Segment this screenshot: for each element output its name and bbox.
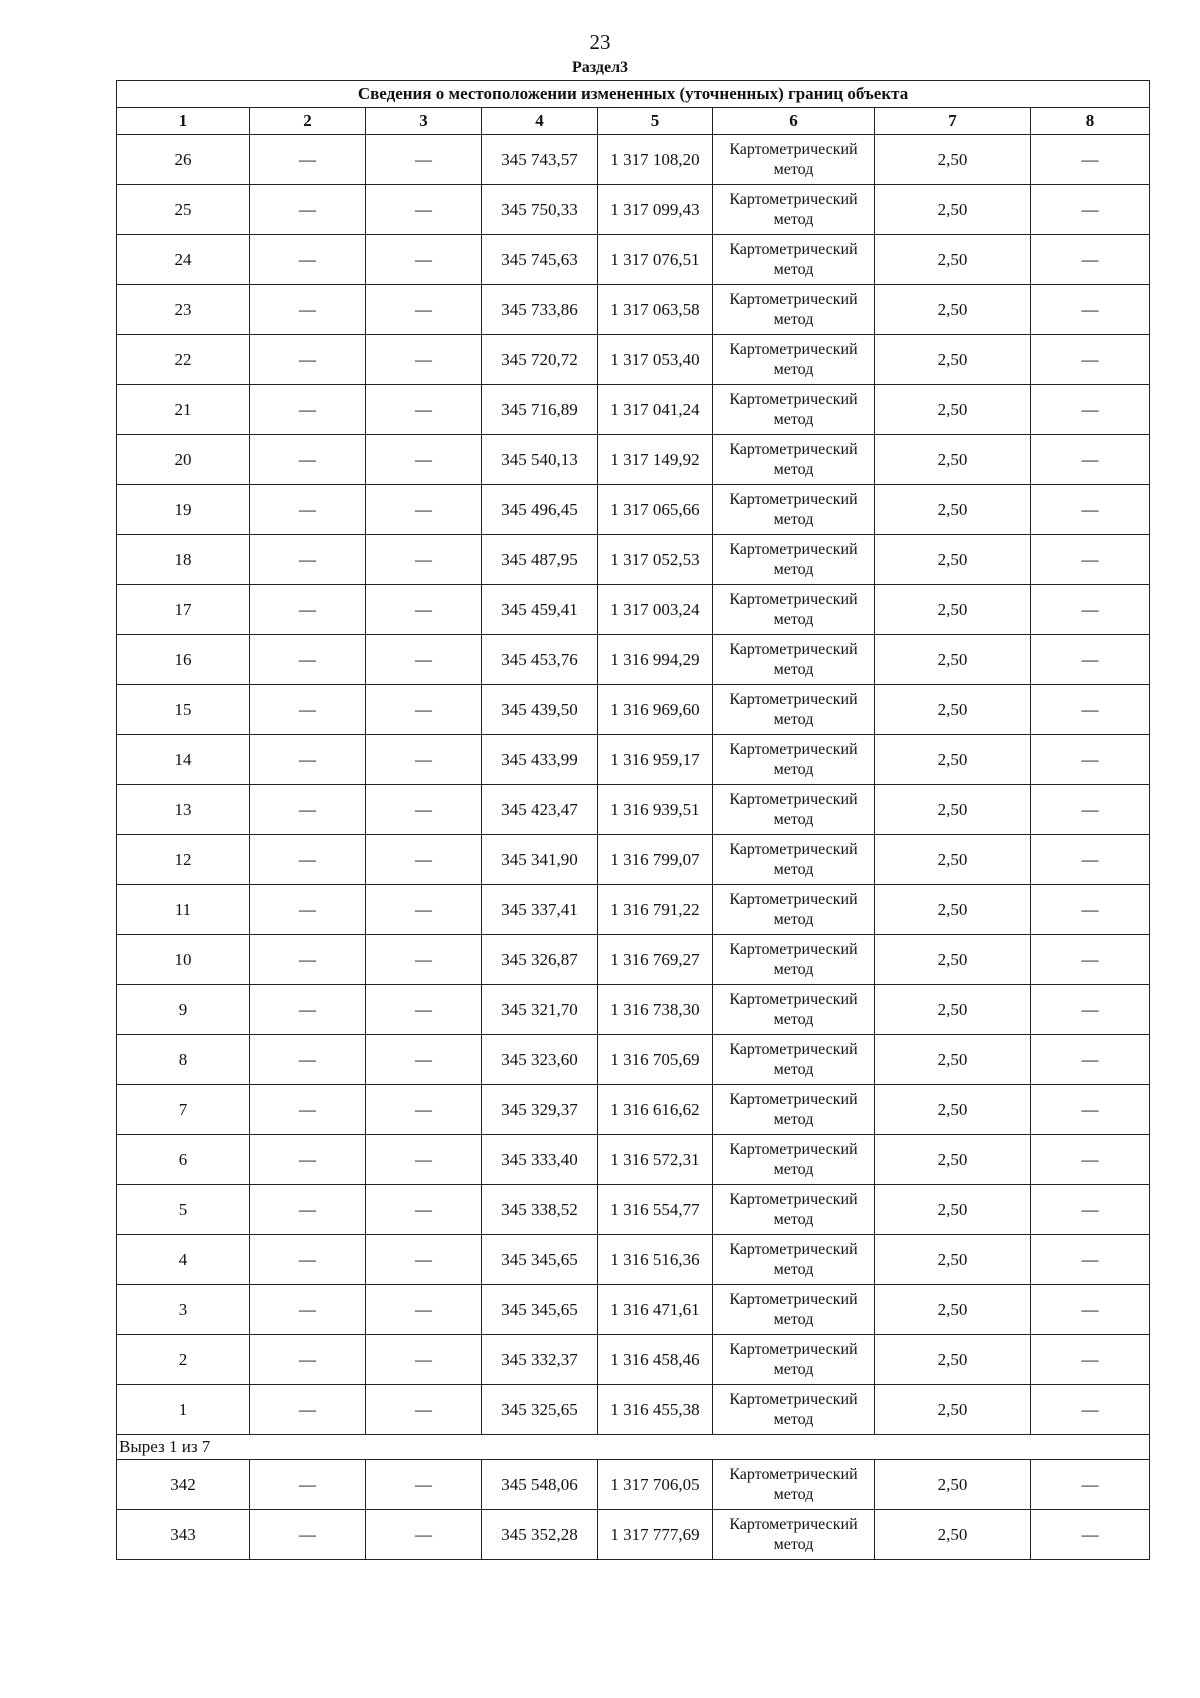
cell-c1: 16 [117,635,250,685]
table-row [117,1385,1150,1435]
table-row [117,235,1150,285]
cell-c3: — [366,1035,482,1085]
cell-c8: — [1031,685,1150,735]
cell-c4: 345 540,13 [482,435,598,485]
cell-c7: 2,50 [875,185,1031,235]
table-caption: Сведения о местоположении измененных (уточненных) границ объекта [117,81,1150,108]
cell-c5: 1 317 099,43 [598,185,713,235]
cell-c5: 1 317 706,05 [598,1460,713,1510]
cell-c1: 13 [117,785,250,835]
cell-c8: — [1031,1285,1150,1335]
table-row [117,685,1150,735]
table-row [117,635,1150,685]
cell-c7: 2,50 [875,1085,1031,1135]
cell-c2: — [250,835,366,885]
cell-c3: — [366,1510,482,1560]
cell-c3: — [366,335,482,385]
cell-c7: 2,50 [875,135,1031,185]
table-row [117,285,1150,335]
cell-c3: — [366,285,482,335]
cell-c4: 345 352,28 [482,1510,598,1560]
cell-c1: 14 [117,735,250,785]
cell-c8: — [1031,1335,1150,1385]
cell-c4: 345 439,50 [482,685,598,735]
cell-c3: — [366,135,482,185]
cell-c5: 1 316 616,62 [598,1085,713,1135]
cell-c7: 2,50 [875,635,1031,685]
cell-c6: Картометрический метод [713,335,875,385]
cell-c1: 24 [117,235,250,285]
cell-c7: 2,50 [875,885,1031,935]
cell-c8: — [1031,235,1150,285]
cell-c5: 1 316 705,69 [598,1035,713,1085]
column-number: 6 [713,108,875,135]
section-title: Раздел3 [571,59,629,76]
cell-c8: — [1031,885,1150,935]
cell-c5: 1 317 003,24 [598,585,713,635]
cell-c2: — [250,685,366,735]
table-row [117,435,1150,485]
cell-c8: — [1031,385,1150,435]
cell-c5: 1 317 076,51 [598,235,713,285]
cell-c6: Картометрический метод [713,135,875,185]
coordinates-table [116,80,1150,1560]
cell-c5: 1 316 939,51 [598,785,713,835]
cell-c4: 345 548,06 [482,1460,598,1510]
cell-c4: 345 453,76 [482,635,598,685]
cell-c6: Картометрический метод [713,385,875,435]
cell-c5: 1 316 554,77 [598,1185,713,1235]
cell-c3: — [366,1460,482,1510]
cell-c5: 1 316 471,61 [598,1285,713,1335]
cell-c3: — [366,585,482,635]
cell-c5: 1 317 777,69 [598,1510,713,1560]
table-row [117,585,1150,635]
column-number-row [117,108,1150,135]
cell-c1: 12 [117,835,250,885]
cell-c2: — [250,1235,366,1285]
cell-c1: 1 [117,1385,250,1435]
cell-c4: 345 750,33 [482,185,598,235]
cell-c5: 1 317 041,24 [598,385,713,435]
cell-c1: 9 [117,985,250,1035]
table-row [117,835,1150,885]
cell-c1: 20 [117,435,250,485]
cell-c3: — [366,785,482,835]
cell-c1: 342 [117,1460,250,1510]
cell-c4: 345 720,72 [482,335,598,385]
cell-c3: — [366,185,482,235]
cell-c1: 25 [117,185,250,235]
table-row [117,1185,1150,1235]
cell-c5: 1 317 108,20 [598,135,713,185]
cell-c6: Картометрический метод [713,535,875,585]
cell-c3: — [366,1135,482,1185]
cell-c6: Картометрический метод [713,1035,875,1085]
cell-c7: 2,50 [875,1235,1031,1285]
cell-c6: Картометрический метод [713,1185,875,1235]
cell-c3: — [366,485,482,535]
cell-c7: 2,50 [875,685,1031,735]
cell-c8: — [1031,735,1150,785]
cell-c4: 345 321,70 [482,985,598,1035]
cell-c3: — [366,385,482,435]
cell-c2: — [250,785,366,835]
cell-c7: 2,50 [875,1510,1031,1560]
table-row [117,1235,1150,1285]
cell-c7: 2,50 [875,1385,1031,1435]
cutout-table-body [117,1460,1150,1560]
cell-c6: Картометрический метод [713,585,875,635]
cell-c1: 3 [117,1285,250,1335]
cell-c2: — [250,485,366,535]
cell-c1: 18 [117,535,250,585]
table-body [117,135,1150,1435]
cell-c4: 345 325,65 [482,1385,598,1435]
cell-c1: 21 [117,385,250,435]
cell-c7: 2,50 [875,335,1031,385]
cell-c7: 2,50 [875,835,1031,885]
cell-c5: 1 316 455,38 [598,1385,713,1435]
cell-c8: — [1031,585,1150,635]
cell-c3: — [366,1385,482,1435]
cell-c7: 2,50 [875,285,1031,335]
cell-c5: 1 316 572,31 [598,1135,713,1185]
cell-c6: Картометрический метод [713,685,875,735]
cell-c3: — [366,1335,482,1385]
cell-c2: — [250,1035,366,1085]
cell-c7: 2,50 [875,535,1031,585]
cell-c1: 11 [117,885,250,935]
cell-c2: — [250,1335,366,1385]
cell-c3: — [366,835,482,885]
cell-c1: 6 [117,1135,250,1185]
table-row [117,1335,1150,1385]
cell-c4: 345 423,47 [482,785,598,835]
cell-c3: — [366,235,482,285]
cell-c3: — [366,1235,482,1285]
cell-c2: — [250,285,366,335]
cell-c7: 2,50 [875,435,1031,485]
cell-c7: 2,50 [875,1285,1031,1335]
cell-c8: — [1031,1185,1150,1235]
cell-c6: Картометрический метод [713,835,875,885]
cell-c7: 2,50 [875,1460,1031,1510]
cell-c6: Картометрический метод [713,635,875,685]
cell-c7: 2,50 [875,1185,1031,1235]
cell-c6: Картометрический метод [713,1285,875,1335]
cell-c5: 1 317 065,66 [598,485,713,535]
cell-c5: 1 317 053,40 [598,335,713,385]
table-row [117,935,1150,985]
cell-c1: 19 [117,485,250,535]
cell-c8: — [1031,785,1150,835]
cell-c5: 1 316 458,46 [598,1335,713,1385]
cell-c8: — [1031,335,1150,385]
cell-c8: — [1031,1085,1150,1135]
cell-c6: Картометрический метод [713,485,875,535]
cell-c6: Картометрический метод [713,235,875,285]
cell-c1: 15 [117,685,250,735]
cell-c7: 2,50 [875,1035,1031,1085]
cell-c1: 343 [117,1510,250,1560]
cell-c6: Картометрический метод [713,785,875,835]
page-number: 23 [589,30,611,54]
cell-c2: — [250,1135,366,1185]
cell-c4: 345 733,86 [482,285,598,335]
cell-c6: Картометрический метод [713,1460,875,1510]
subsection-label: Вырез 1 из 7 [117,1435,1150,1460]
cell-c6: Картометрический метод [713,1510,875,1560]
cell-c4: 345 326,87 [482,935,598,985]
cell-c8: — [1031,435,1150,485]
cell-c4: 345 337,41 [482,885,598,935]
cell-c7: 2,50 [875,985,1031,1035]
cell-c2: — [250,435,366,485]
cell-c5: 1 316 516,36 [598,1235,713,1285]
column-number: 1 [117,108,250,135]
cell-c2: — [250,585,366,635]
column-number: 4 [482,108,598,135]
cell-c2: — [250,535,366,585]
table-row [117,385,1150,435]
table-row [117,885,1150,935]
cell-c1: 5 [117,1185,250,1235]
cell-c4: 345 329,37 [482,1085,598,1135]
cell-c1: 22 [117,335,250,385]
cell-c6: Картометрический метод [713,185,875,235]
cell-c2: — [250,635,366,685]
cell-c5: 1 316 994,29 [598,635,713,685]
cutout-section [117,1435,1150,1460]
cell-c4: 345 323,60 [482,1035,598,1085]
cell-c8: — [1031,285,1150,335]
cell-c6: Картометрический метод [713,735,875,785]
table-row [117,1085,1150,1135]
cell-c4: 345 338,52 [482,1185,598,1235]
table-row [117,735,1150,785]
cell-c2: — [250,885,366,935]
cell-c5: 1 317 149,92 [598,435,713,485]
cell-c6: Картометрический метод [713,985,875,1035]
cell-c4: 345 716,89 [482,385,598,435]
cell-c7: 2,50 [875,1135,1031,1185]
cell-c4: 345 333,40 [482,1135,598,1185]
cell-c1: 23 [117,285,250,335]
cell-c5: 1 316 959,17 [598,735,713,785]
cell-c8: — [1031,635,1150,685]
cell-c8: — [1031,1135,1150,1185]
cell-c2: — [250,335,366,385]
cell-c4: 345 496,45 [482,485,598,535]
table-row [117,135,1150,185]
cell-c8: — [1031,1385,1150,1435]
cell-c7: 2,50 [875,785,1031,835]
cell-c2: — [250,1085,366,1135]
cell-c5: 1 317 052,53 [598,535,713,585]
cell-c3: — [366,885,482,935]
cell-c8: — [1031,535,1150,585]
cell-c8: — [1031,485,1150,535]
cell-c1: 7 [117,1085,250,1135]
cell-c6: Картометрический метод [713,1385,875,1435]
cell-c6: Картометрический метод [713,935,875,985]
cell-c1: 8 [117,1035,250,1085]
cell-c6: Картометрический метод [713,885,875,935]
cell-c4: 345 487,95 [482,535,598,585]
cell-c5: 1 316 969,60 [598,685,713,735]
cell-c2: — [250,235,366,285]
table-row [117,535,1150,585]
cell-c6: Картометрический метод [713,285,875,335]
table-row [117,485,1150,535]
cell-c7: 2,50 [875,485,1031,535]
cell-c6: Картометрический метод [713,435,875,485]
cell-c4: 345 745,63 [482,235,598,285]
cell-c2: — [250,1285,366,1335]
cell-c7: 2,50 [875,935,1031,985]
cell-c8: — [1031,1510,1150,1560]
cell-c7: 2,50 [875,235,1031,285]
cell-c3: — [366,1285,482,1335]
cell-c7: 2,50 [875,385,1031,435]
cell-c2: — [250,735,366,785]
cell-c3: — [366,985,482,1035]
cell-c3: — [366,435,482,485]
cell-c4: 345 433,99 [482,735,598,785]
column-number: 8 [1031,108,1150,135]
cell-c7: 2,50 [875,585,1031,635]
column-number: 3 [366,108,482,135]
cell-c4: 345 345,65 [482,1235,598,1285]
cell-c2: — [250,1460,366,1510]
cell-c7: 2,50 [875,1335,1031,1385]
cell-c3: — [366,1085,482,1135]
cell-c1: 17 [117,585,250,635]
cell-c6: Картометрический метод [713,1335,875,1385]
cell-c2: — [250,185,366,235]
column-number: 5 [598,108,713,135]
cell-c8: — [1031,1460,1150,1510]
cell-c5: 1 317 063,58 [598,285,713,335]
table-row [117,785,1150,835]
cell-c2: — [250,135,366,185]
table-row [117,985,1150,1035]
cell-c2: — [250,385,366,435]
cell-c4: 345 341,90 [482,835,598,885]
cell-c2: — [250,1510,366,1560]
cell-c8: — [1031,935,1150,985]
cell-c1: 26 [117,135,250,185]
cell-c5: 1 316 738,30 [598,985,713,1035]
cell-c4: 345 332,37 [482,1335,598,1385]
cell-c3: — [366,535,482,585]
cell-c8: — [1031,985,1150,1035]
cell-c2: — [250,985,366,1035]
cell-c3: — [366,635,482,685]
cell-c7: 2,50 [875,735,1031,785]
table-row [117,185,1150,235]
table-row [117,1035,1150,1085]
column-number: 2 [250,108,366,135]
cell-c6: Картометрический метод [713,1235,875,1285]
cell-c8: — [1031,185,1150,235]
cell-c2: — [250,1385,366,1435]
cell-c5: 1 316 799,07 [598,835,713,885]
cell-c3: — [366,1185,482,1235]
cell-c4: 345 345,65 [482,1285,598,1335]
cell-c8: — [1031,135,1150,185]
table-row [117,1135,1150,1185]
table-row [117,1285,1150,1335]
table-row [117,1460,1150,1510]
table-row [117,335,1150,385]
cell-c6: Картометрический метод [713,1085,875,1135]
table-row [117,1510,1150,1560]
column-number: 7 [875,108,1031,135]
cell-c1: 4 [117,1235,250,1285]
cell-c8: — [1031,1235,1150,1285]
cell-c2: — [250,935,366,985]
cell-c2: — [250,1185,366,1235]
cell-c6: Картометрический метод [713,1135,875,1185]
cell-c1: 10 [117,935,250,985]
cell-c5: 1 316 769,27 [598,935,713,985]
cell-c4: 345 743,57 [482,135,598,185]
cell-c1: 2 [117,1335,250,1385]
cell-c8: — [1031,835,1150,885]
cell-c3: — [366,735,482,785]
cell-c3: — [366,935,482,985]
cell-c5: 1 316 791,22 [598,885,713,935]
cell-c8: — [1031,1035,1150,1085]
cell-c3: — [366,685,482,735]
cell-c4: 345 459,41 [482,585,598,635]
